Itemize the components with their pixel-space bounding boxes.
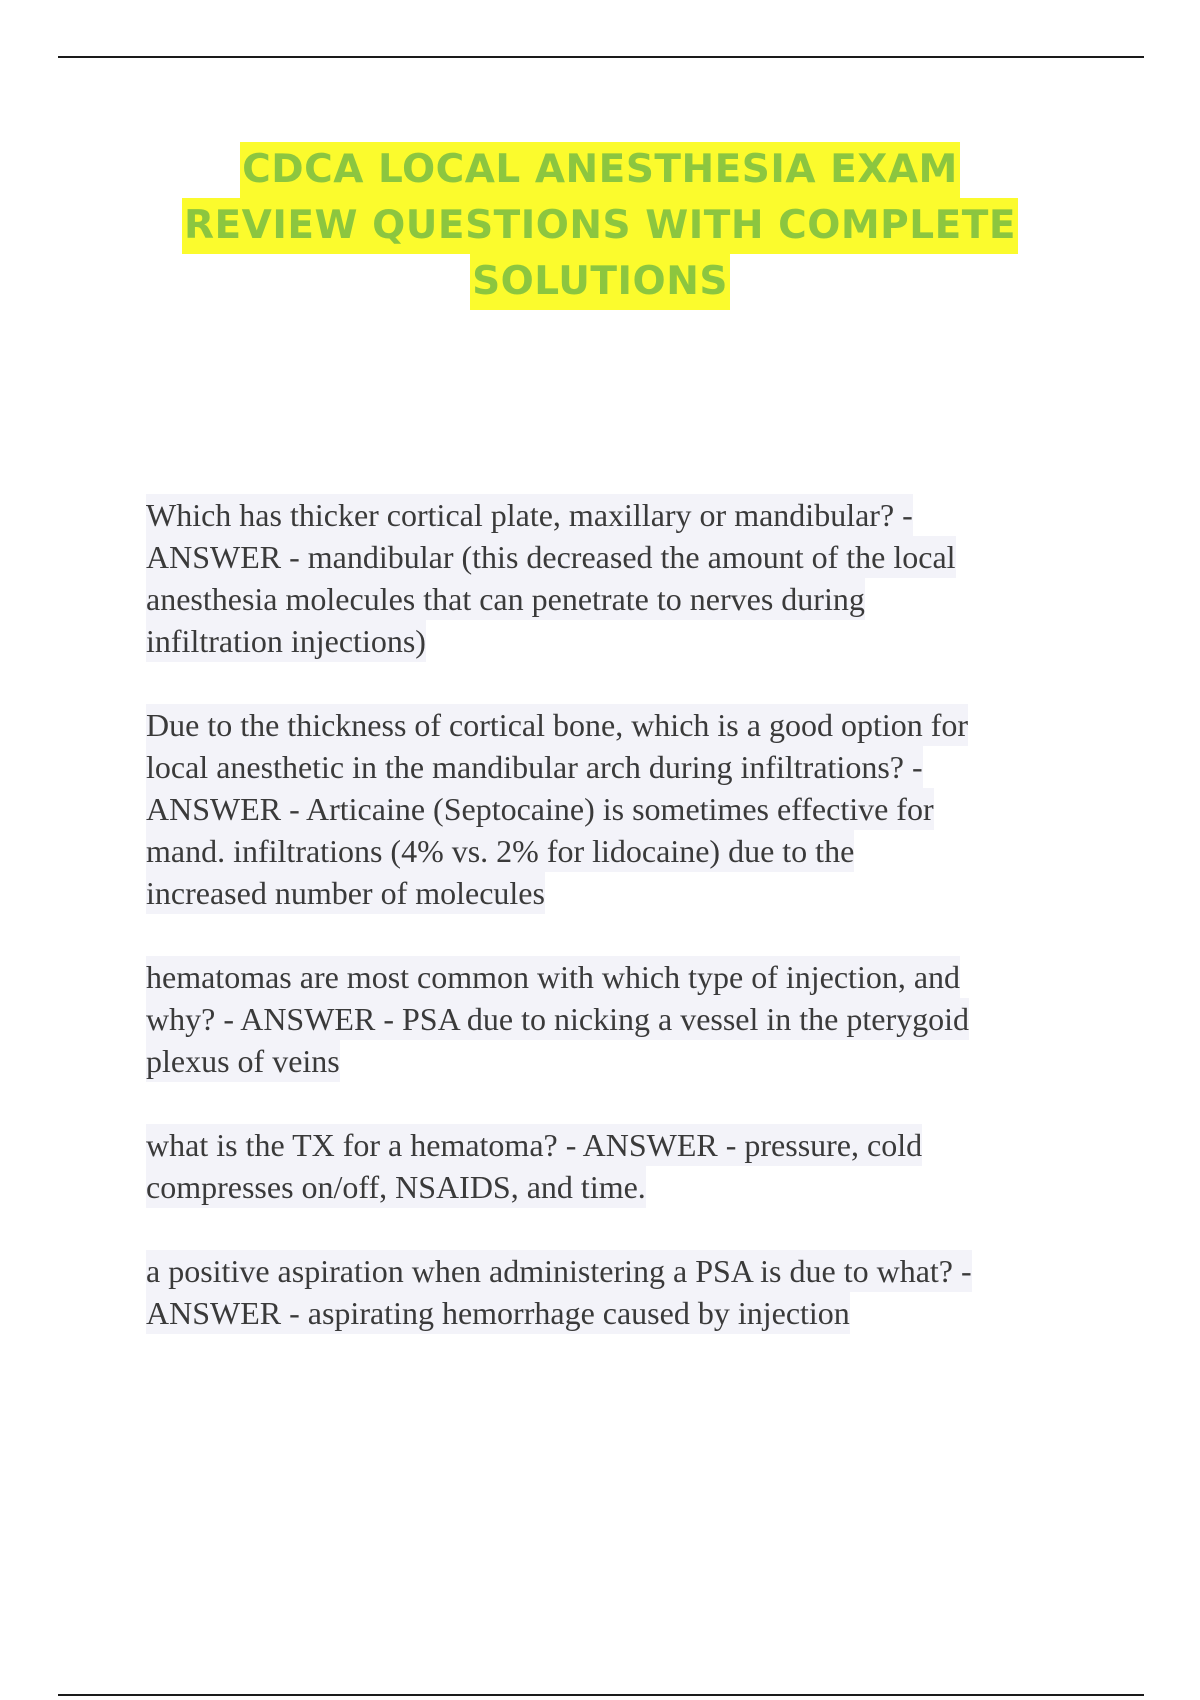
qa-item	[146, 956, 1146, 1082]
qa-item	[146, 494, 1146, 662]
qa-text-line: Which has thicker cortical plate, maxillary or mandibular? -	[146, 494, 913, 536]
qa-item	[146, 1250, 1146, 1334]
qa-text-line: Due to the thickness of cortical bone, which is a good option for	[146, 704, 968, 746]
qa-text-line: why? - ANSWER - PSA due to nicking a vessel in the pterygoid	[146, 998, 969, 1040]
document-title	[60, 142, 1140, 310]
title-line-1: CDCA LOCAL ANESTHESIA EXAM	[240, 142, 960, 198]
qa-text-line: mand. infiltrations (4% vs. 2% for lidocaine) due to the	[146, 830, 854, 872]
qa-text-line: what is the TX for a hematoma? - ANSWER - pressure, cold	[146, 1124, 922, 1166]
bottom-divider	[58, 1694, 1144, 1696]
qa-text-line: plexus of veins	[146, 1040, 340, 1082]
document-body	[146, 494, 1146, 1376]
qa-text-line: increased number of molecules	[146, 872, 545, 914]
qa-text-line: ANSWER - mandibular (this decreased the amount of the local	[146, 536, 956, 578]
qa-text-line: infiltration injections)	[146, 620, 426, 662]
qa-text-line: anesthesia molecules that can penetrate to nerves during	[146, 578, 865, 620]
qa-text-line: compresses on/off, NSAIDS, and time.	[146, 1166, 646, 1208]
qa-text-line: local anesthetic in the mandibular arch during infiltrations? -	[146, 746, 923, 788]
top-divider	[58, 56, 1144, 58]
qa-text-line: hematomas are most common with which type of injection, and	[146, 956, 960, 998]
qa-item	[146, 704, 1146, 914]
title-line-3: SOLUTIONS	[470, 254, 730, 310]
qa-item	[146, 1124, 1146, 1208]
qa-text-line: a positive aspiration when administering a PSA is due to what? -	[146, 1250, 972, 1292]
title-line-2: REVIEW QUESTIONS WITH COMPLETE	[182, 198, 1018, 254]
qa-text-line: ANSWER - aspirating hemorrhage caused by injection	[146, 1292, 850, 1334]
qa-text-line: ANSWER - Articaine (Septocaine) is sometimes effective for	[146, 788, 934, 830]
